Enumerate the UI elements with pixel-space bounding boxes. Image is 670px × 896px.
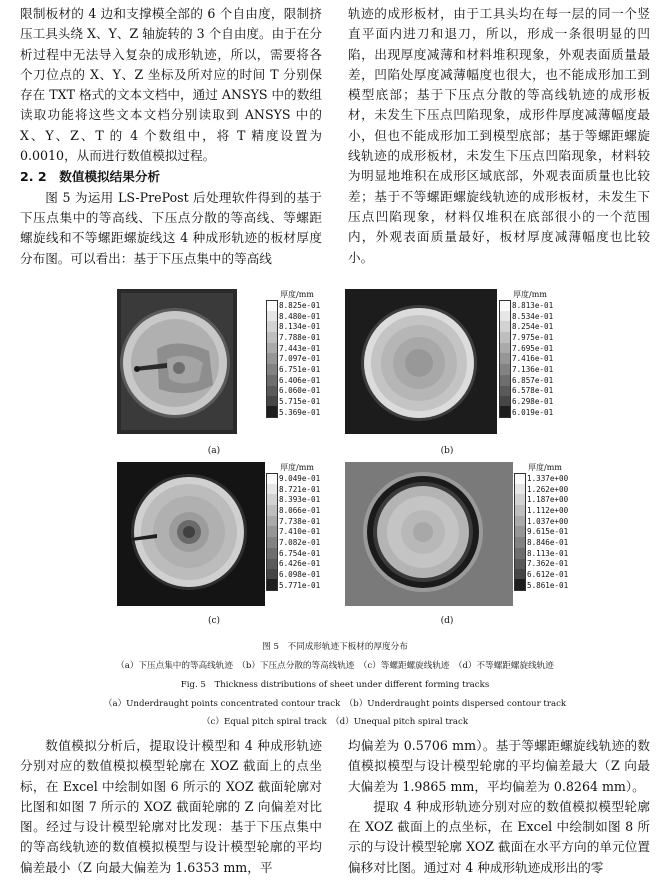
- legend-value: 8.254e-01: [512, 322, 554, 332]
- legend-value: 8.113e-01: [527, 548, 569, 558]
- legend-value: 1.037e+00: [527, 516, 569, 526]
- legend-value: 9.049e-01: [279, 473, 321, 483]
- panel-a-label: (a): [207, 446, 221, 456]
- paragraph: 数值模拟分析后，提取设计模型和 4 种成形轨迹分别对应的数值模拟模型轮廓在 XOZ 截面上的点坐标，在 Excel 中绘制如图 6 所示的 XOZ 截面轮廓对比图和如图 7 所示的 XOZ 截面轮廓的 Z 向偏差对比图。经过与设计模型轮廓对比发现：基于下压点集中的等高线轨迹的数值模拟模型与设计模型轮廓的平均偏差最小（Z 向最大偏差为 1.6353 mm，平: [20, 738, 322, 875]
- legend-value: 1.112e+00: [527, 505, 569, 515]
- legend-value: 6.751e-01: [279, 364, 321, 374]
- legend-value: 6.298e-01: [512, 397, 554, 407]
- legend-value: 5.715e-01: [279, 397, 321, 407]
- figure-caption-en: Fig. 5 Thickness distributions of sheet under different forming tracks: [180, 680, 490, 690]
- paragraph: 轨迹的成形板材，由于工具头均在每一层的同一个竖直平面内进刀和退刀，所以，形成一条很明显的凹陷，出现厚度减薄和材料堆积现象，外观表面质量最差，凹陷处厚度减薄幅度也很大，也不能成形加工到模型底部；基于下压点分散的等高线轨迹的成形板材，未发生下压点凹陷现象，成形件厚度减薄幅度最小，但也不能成形加工到模型底部；基于等螺距螺旋线轨迹的成形板材，未发生下压点凹陷现象，材料较为明显地堆积在成形区域底部，外观表面质量也比较差；基于不等螺距螺旋线轨迹的成形板材，未发生下压点凹陷现象，材料仅堆积在底部很小的一个范围内，外观表面质量最好，板材厚度减薄幅度也比较小。: [348, 6, 650, 265]
- panel-b-label: (b): [440, 446, 454, 456]
- panel-b-image: [345, 289, 497, 434]
- legend-title: 厚度/mm: [513, 290, 547, 299]
- legend-value: 9.615e-01: [527, 527, 569, 537]
- figure-subcaption-en-2: （c）Equal pitch spiral track （d）Unequal pitch spiral track: [201, 717, 469, 727]
- panel-d-label: (d): [440, 616, 454, 626]
- legend-value: 7.416e-01: [512, 354, 554, 364]
- legend-value: 7.082e-01: [279, 537, 321, 547]
- legend-value: 6.857e-01: [512, 375, 554, 385]
- figure-subcaption-cn: （a）下压点集中的等高线轨迹 （b）下压点分散的等高线轨迹 （c）等螺距螺旋线轨迹 （d）不等螺距螺旋线轨迹: [116, 661, 554, 671]
- panel-b-legend: [499, 289, 561, 418]
- legend-value: 8.846e-01: [527, 537, 569, 547]
- legend-value: 8.393e-01: [279, 495, 321, 505]
- legend-value: 8.721e-01: [279, 484, 321, 494]
- legend-title: 厚度/mm: [528, 463, 562, 472]
- panel-c-legend: [266, 462, 328, 591]
- legend-value: 6.060e-01: [279, 386, 321, 396]
- legend-value: 7.738e-01: [279, 516, 321, 526]
- panel-c-image: [117, 462, 265, 606]
- legend-value: 6.098e-01: [279, 570, 321, 580]
- legend-value: 5.861e-01: [527, 580, 569, 590]
- legend-value: 6.612e-01: [527, 570, 569, 580]
- legend-value: 6.426e-01: [279, 559, 321, 569]
- legend-value: 6.754e-01: [279, 548, 321, 558]
- bottom-right-column: [348, 736, 650, 878]
- legend-value: 8.134e-01: [279, 322, 321, 332]
- panel-d-image: [345, 462, 513, 606]
- legend-value: 1.337e+00: [527, 473, 569, 483]
- legend-value: 6.578e-01: [512, 386, 554, 396]
- legend-value: 7.362e-01: [527, 559, 569, 569]
- legend-value: 1.187e+00: [527, 495, 569, 505]
- legend-title: 厚度/mm: [280, 463, 314, 472]
- legend-value: 6.406e-01: [279, 375, 321, 385]
- paragraph: 图 5 为运用 LS-PrePost 后处理软件得到的基于下压点集中的等高线、下压点分散的等高线、等螺距螺旋线和不等螺距螺旋线这 4 种成形轨迹的板材厚度分布图。可以看出：基于下压点集中的等高线: [20, 189, 322, 266]
- paragraph: 限制板材的 4 边和支撑模全部的 6 个自由度，限制挤压工具头绕 X、Y、Z 轴旋转的 3 个自由度。由于在分析过程中无法导入复杂的成形轨迹，所以，需要将各个刀位点的 X、Y、Z 坐标及所对应的时间 T 分别保存在 TXT 格式的文本文档中，通过 ANSYS 中的数组读取功能将这些文本文档分别读取到 ANSYS 中的 X、Y、Z、T 的 4 个数组中，将 T 精度设置为 0.0010，从而进行数值模拟过程。: [20, 6, 322, 164]
- panel-a-image: [117, 289, 237, 434]
- legend-value: 7.410e-01: [279, 527, 321, 537]
- legend-value: 5.771e-01: [279, 580, 321, 590]
- top-left-column: [20, 4, 322, 269]
- legend-value: 7.136e-01: [512, 364, 554, 374]
- section-heading: 2. 2 数值模拟结果分析: [20, 169, 161, 185]
- panel-d-legend: [514, 462, 576, 591]
- legend-value: 8.480e-01: [279, 311, 321, 321]
- legend-value: 8.825e-01: [279, 300, 321, 310]
- legend-value: 5.369e-01: [279, 407, 321, 417]
- legend-value: 7.975e-01: [512, 332, 554, 342]
- legend-value: 8.813e-01: [512, 300, 554, 310]
- legend-value: 1.262e+00: [527, 484, 569, 494]
- legend-value: 8.066e-01: [279, 505, 321, 515]
- figure-caption-cn: 图 5 不同成形轨迹下板材的厚度分布: [262, 642, 408, 652]
- paragraph: 均偏差为 0.5706 mm）。基于等螺距螺旋线轨迹的数值模拟模型与设计模型轮廓的平均偏差最大（Z 向最大偏差为 1.9865 mm，平均偏差为 0.8264 mm）。: [348, 738, 650, 794]
- legend-value: 7.788e-01: [279, 332, 321, 342]
- paragraph: 提取 4 种成形轨迹分别对应的数值模拟模型轮廓在 XOZ 截面上的点坐标，在 Excel 中绘制如图 8 所示的与设计模型轮廓 XOZ 截面在水平方向的单元位置偏移对比图。通过对 4 种成形轨迹成形出的零: [348, 798, 650, 875]
- panel-a-legend: [266, 289, 328, 418]
- panel-c-label: (c): [207, 616, 221, 626]
- legend-value: 6.019e-01: [512, 407, 554, 417]
- figure-subcaption-en-1: （a）Underdraught points concentrated contour track （b）Underdraught points dispersed contour track: [103, 699, 567, 709]
- top-right-column: [348, 4, 650, 268]
- legend-value: 7.443e-01: [279, 343, 321, 353]
- legend-value: 8.534e-01: [512, 311, 554, 321]
- legend-value: 7.695e-01: [512, 343, 554, 353]
- legend-value: 7.097e-01: [279, 354, 321, 364]
- legend-title: 厚度/mm: [280, 290, 314, 299]
- bottom-left-column: [20, 736, 322, 878]
